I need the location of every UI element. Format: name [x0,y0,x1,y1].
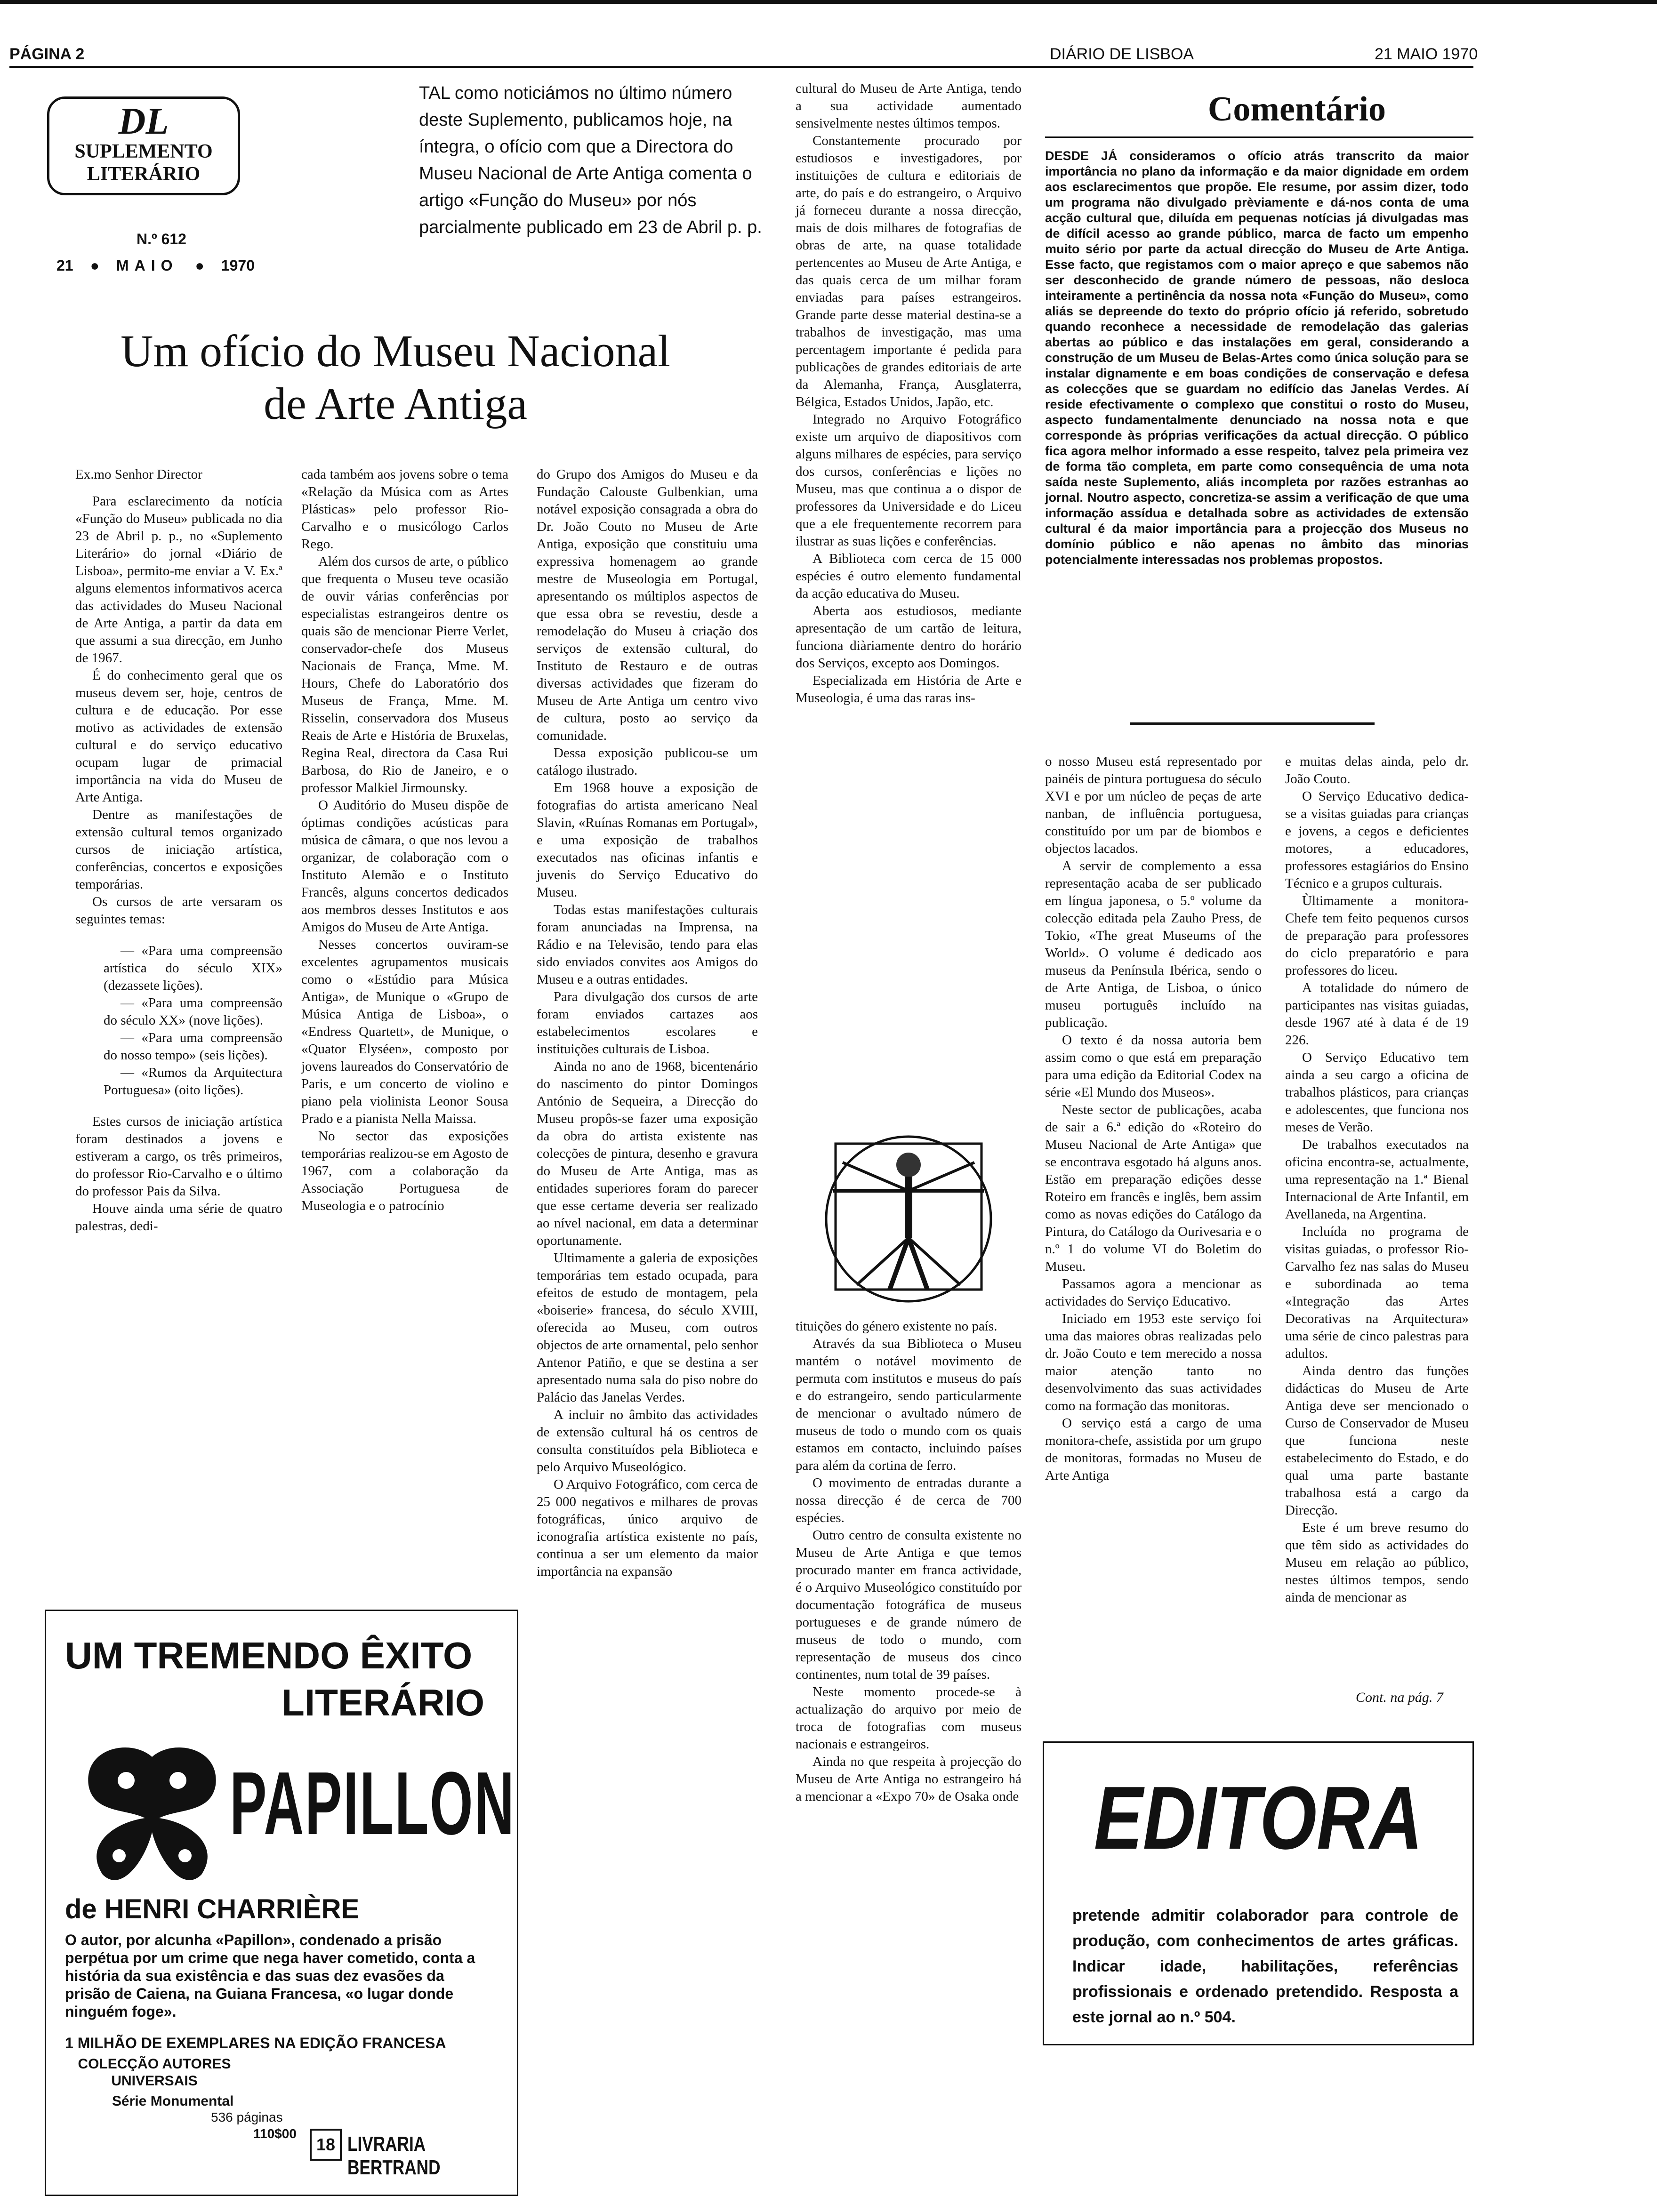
ad-description: O autor, por alcunha «Papillon», condenado a prisão perpétua por um crime que nega haver cometido, conta a história da sua existência e das suas dez evasões da prisão de Caiena, na Guiana Francesa, «o lugar donde ninguém foge». [65,1931,475,2020]
article-column-4-lower [796,1318,1022,1805]
paragraph: A incluir no âmbito das actividades de extensão cultural há os centros de consulta constituídos pela Biblioteca e pelo Arquivo Museológico. [537,1407,758,1475]
paragraph: O movimento de entradas durante a nossa direcção é de cerca de 700 espécies. [796,1475,1022,1525]
paragraph: Neste sector de publicações, acaba de sair a 6.ª edição do «Roteiro do Museu Nacional de Arte Antiga» que se encontrava esgotado há alguns anos. Estão em preparação edições desse Roteiro em francês e inglês, bem assim como as novas edições do Catálogo da Pintura, do Catálogo da Ourivesaria e o n.º 1 do volume VI do Boletim do Museu. [1045,1102,1262,1274]
logo-year: 1970 [221,257,255,274]
ad-headline-1: UM TREMENDO ÊXITO [65,1635,473,1676]
paragraph: Aberta aos estudiosos, mediante apresentação de um cartão de leitura, funciona diàriamente dentro do horário dos Serviços, excepto aos Domingos. [796,603,1022,671]
article-column-2 [301,466,508,1215]
paragraph: Houve ainda uma série de quatro palestras, dedi- [75,1201,282,1234]
supplement-logo [47,96,240,195]
paragraph: Constantemente procurado por estudiosos e investigadores, por instituições de cultura e editoriais de arte, do país e do estrangeiro, o Arquivo já forneceu durante a nossa direcção, mais de dois milhares de fotografias de obras de arte, na quase totalidade pertencentes ao Museu de Arte Antiga, e das quais cerca de um milhar foram enviadas para países estrangeiros. Grande parte desse material destina-se a trabalhos de investigação, mas uma percentagem importante é pedida para publicações de grandes editoriais de arte da Alemanha, França, Ausglaterra, Bélgica, Estados Unidos, Japão, etc. [796,133,1022,409]
ad-price: 110$00 [253,2126,297,2141]
issue-date: 21 MAIO 1970 [1375,45,1478,63]
paragraph: Em 1968 houve a exposição de fotografias do artista americano Neal Slavin, «Ruínas Romanas em Portugal», e uma exposição de trabalhos executados nas oficinas infantis e juvenis do Serviço Educativo do Museu. [537,780,758,900]
paragraph: A servir de complemento a essa representação acaba de ser publicado em língua japonesa, o 5.º volume da colecção editada pela Zauho Press, de Tokio, «The great Museums of the World». O volume é dedicado aos museus da Península Ibérica, sendo o de Arte Antiga, de Lisboa, o único museu português incluído na publicação. [1045,858,1262,1030]
comentario-body: DESDE JÁ consideramos o ofício atrás transcrito da maior importância no plano da informação e da maior dignidade em ordem aos esclarecimentos que propõe. Ele resume, por assim dizer, todo um programa não divulgado prèviamente e dá-nos conta de uma acção cultural que, diluída em pequenas notícias já divulgadas mas de difícil acesso ao grande público, marca de facto um empenho muito sério por parte da actual direcção do Museu de Arte Antiga. Esse facto, que registamos com o maior apreço e que sabemos não ser desconhecido de grande número de pessoas, não desloca inteiramente a pertinência da nossa nota «Função do Museu», como aliás se depreende do texto do próprio ofício já referido, sobretudo quando reconhece a necessidade de remodelação das galerias abertas ao público e das instalações em geral, considerando a construção de um Museu de Belas-Artes como única solução para se instalar dignamente e em boas condições de conservação e defesa as colecções que se guardam no edifício das Janelas Verdes. Aí reside efectivamente o complexo que constitui o rosto do Museu, aspecto fundamentalmente denunciado na nossa nota e que corresponde às próprias verificações da actual direcção. O público fica agora melhor informado a esse respeito, talvez pela primeira vez de forma tão completa, em parte como consequência de uma nota saída neste Suplemento, aliás incompleta por razões estranhas ao jornal. Noutro aspecto, concretiza-se assim a verificação de que uma informação assídua e detalhada sobre as actividades de extensão cultural é da maior importância para a projecção dos Museus no domínio público e não apenas no âmbito das minorias potencialmente interessadas nos problemas propostos. [1045,149,1469,567]
top-border [0,0,1657,4]
ad-headline-2: LITERÁRIO [282,1682,485,1723]
editora-advertisement [1043,1741,1474,2045]
article-column-3 [537,466,758,1580]
paragraph: Os cursos de arte versaram os seguintes temas: [75,894,282,927]
article-column-5 [1045,753,1262,1484]
paragraph: Para divulgação dos cursos de arte foram enviados cartazes aos estabelecimentos escolares e instituições culturais de Lisboa. [537,989,758,1057]
editora-title: EDITORA [1094,1768,1423,1868]
papillon-advertisement [45,1610,518,2196]
paragraph: Iniciado em 1953 este serviço foi uma das maiores obras realizadas pelo dr. João Couto e tem merecido a nossa maior atenção tanto no desenvolvimento das suas actividades como na formação das monitoras. [1045,1311,1262,1413]
paragraph: cultural do Museu de Arte Antiga, tendo a sua actividade aumentado sensivelmente nestes últimos tempos. [796,81,1022,131]
paragraph: Estes cursos de iniciação artística foram destinados a jovens e estiveram a cargo, os três primeiros, do professor Rio-Carvalho e o último do professor Pais da Silva. [75,1114,282,1199]
paragraph: Neste momento procede-se à actualização do arquivo por meio de troca de fotografias com museus nacionais e estrangeiros. [796,1684,1022,1752]
paragraph: o nosso Museu está representado por painéis de pintura portuguesa do século XVI e por um núcleo de peças de arte nanban, de influência portuguesa, constituído por um par de biombos e objectos lacados. [1045,754,1262,856]
paragraph: Passamos agora a mencionar as actividades do Serviço Educativo. [1045,1276,1262,1309]
ad-book-title: PAPILLON [230,1754,515,1853]
headline-line-2: de Arte Antiga [264,378,527,429]
paragraph: De trabalhos executados na oficina encontra-se, actualmente, uma representação na 1.ª Bienal Internacional de Arte Infantil, em Avellaneda, na Argentina. [1285,1137,1469,1222]
paragraph: cada também aos jovens sobre o tema «Relação da Música com as Artes Plásticas» pelo professor Rio-Carvalho e o musicólogo Carlos Rego. [301,467,508,552]
headline-line-1: Um ofício do Museu Nacional [121,326,670,376]
salutation: Ex.mo Senhor Director [75,467,202,482]
paragraph: O texto é da nossa autoria bem assim como o que está em preparação para uma edição da Editorial Codex na série «El Mundo dos Museos». [1045,1033,1262,1100]
vitruvian-man-illustration [814,1120,1003,1308]
list-item: — «Para uma compreensão do século XX» (nove lições). [104,995,282,1028]
logo-line-1: SUPLEMENTO [74,141,213,162]
paragraph: A totalidade do número de participantes nas visitas guiadas, desde 1967 até à data é de 19 226. [1285,980,1469,1048]
paragraph: Incluída no programa de visitas guiadas, o professor Rio-Carvalho fez nas salas do Museu e subordinada ao tema «Integração das Artes Decorativas na Arquitectura» uma série de cinco palestras para adultos. [1285,1224,1469,1361]
logo-date [56,257,255,274]
list-item: — «Para uma compreensão do nosso tempo» (seis lições). [104,1030,282,1063]
paragraph: Dessa exposição publicou-se um catálogo ilustrado. [537,745,758,778]
intro-paragraph: TAL como noticiámos no último número deste Suplemento, publicamos hoje, na íntegra, o ofício com que a Directora do Museu Nacional de Arte Antiga comenta o artigo «Função do Museu» por nós parcialmente publicado em 23 de Abril p. p. [419,83,762,237]
ad-author: de HENRI CHARRIÈRE [65,1894,360,1924]
section-divider [1130,722,1375,725]
article-column-4 [796,80,1022,707]
paragraph: É do conhecimento geral que os museus devem ser, hoje, centros de cultura e de educação. Por esse motivo as actividades de extensão cultural e do serviço educativo ocupam lugar de primacial importância na vida do Museu de Arte Antiga. [75,668,282,805]
header-rule [9,66,1473,68]
paragraph: O Arquivo Fotográfico, com cerca de 25 000 negativos e milhares de provas fotográficas, único arquivo de iconografia artística existente no país, continua a ser um elemento da maior importância na expansão [537,1477,758,1579]
paragraph: O Serviço Educativo tem ainda a seu cargo a oficina de trabalhos plásticos, para crianças e adolescentes, que funciona nos meses de Verão. [1285,1050,1469,1135]
paragraph: Para esclarecimento da notícia «Função do Museu» publicada no dia 23 de Abril p. p., no «Suplemento Literário» do jornal «Diário de Lisboa», permito-me enviar a V. Ex.ª alguns elementos informativos acerca das actividades do Museu Nacional de Arte Antiga, a partir da data em que assumi a sua direcção, em Junho de 1967. [75,494,282,665]
paragraph: e muitas delas ainda, pelo dr. João Couto. [1285,754,1469,786]
newspaper-name: DIÁRIO DE LISBOA [1050,45,1194,63]
bertrand-logo-icon: 18 [310,2129,342,2161]
paragraph: Ùltimamente a monitora-Chefe tem feito pequenos cursos de preparação para professores do ciclo preparatório e para professores do liceu. [1285,893,1469,978]
comentario-title: Comentário [1207,90,1386,128]
article-column-6 [1285,753,1469,1606]
issue-number: N.º 612 [137,231,186,248]
bullet-icon: ● [90,257,99,274]
bullet-icon: ● [195,257,204,274]
paragraph: tituições do género existente no país. [796,1319,997,1334]
article-column-1 [75,466,282,1235]
ad-collection: COLECÇÃO AUTORES UNIVERSAIS [78,2056,231,2089]
paragraph: O Auditório do Museu dispõe de óptimas condições acústicas para música de câmara, o que nos levou a organizar, de colaboração com o Instituto Alemão e o Instituto Francês, alguns concertos dedicados aos membros desses Institutos e aos Amigos do Museu de Arte Antiga. [301,798,508,935]
continued-note: Cont. na pág. 7 [1356,1690,1443,1705]
ad-copies: 1 MILHÃO DE EXEMPLARES NA EDIÇÃO FRANCESA [65,2035,446,2052]
paragraph: do Grupo dos Amigos do Museu e da Fundação Calouste Gulbenkian, uma notável exposição consagrada a obra do Dr. João Couto no Museu de Arte Antiga, exposição que constituiu uma expressiva homenagem ao grande mestre de Museologia em Portugal, apresentando os múltiplos aspectos de que essa obra se revestiu, desde a remodelação do Museu à criação dos serviços de extensão cultural, do Instituto de Restauro e de outras diversas actividades que fizeram do Museu de Arte Antiga um centro vivo de cultura, posto ao serviço da comunidade. [537,467,758,743]
paragraph: A Biblioteca com cerca de 15 000 espécies é outro elemento fundamental da acção educativa do Museu. [796,551,1022,601]
editora-body: pretende admitir colaborador para controle de produção, com conhecimentos de artes gráficas. Indicar idade, habilitações, referências profissionais e ordenado pretendido. Resposta a este jornal ao n.º 504. [1072,1907,1458,2026]
paragraph: Através da sua Biblioteca o Museu mantém o notável movimento de permuta com institutos e museus do país e do estrangeiro, sendo particularmente de mencionar o avultado número de museus de todo o mundo com os quais estamos em contacto, incluindo países para além da cortina de ferro. [796,1336,1022,1473]
paragraph: Este é um breve resumo do que têm sido as actividades do Museu em relação ao público, nestes últimos tempos, sendo ainda de mencionar as [1285,1520,1469,1605]
list-item: — «Para uma compreensão artística do século XIX» (dezassete lições). [104,943,282,993]
logo-month: MAIO [116,257,178,274]
paragraph: Ainda dentro das funções didácticas do Museu de Arte Antiga deve ser mencionado o Curso de Conservador de Museu que funciona neste estabelecimento do Estado, e do qual uma parte bastante trabalhosa está a cargo da Direcção. [1285,1363,1469,1518]
paragraph: O Serviço Educativo dedica-se a visitas guiadas para crianças e jovens, a cegos e deficientes motores, a educadores, professores estagiários do Ensino Técnico e a grupos culturais. [1285,789,1469,891]
paragraph: Ainda no ano de 1968, bicentenário do nascimento do pintor Domingos António de Sequeira, a Direcção do Museu propôs-se fazer uma exposição da obra do artista existente nas colecções de pintura, desenho e gravura do Museu de Arte Antiga, mas as entidades superiores foram do parecer que esse certame deveria ser realizado ao nível nacional, em data a determinar oportunamente. [537,1059,758,1248]
list-item: — «Rumos da Arquitectura Portuguesa» (oito lições). [104,1065,282,1098]
paragraph: Dentre as manifestações de extensão cultural temos organizado cursos de iniciação artística, conferências, concertos e exposições temporárias. [75,807,282,892]
paragraph: Integrado no Arquivo Fotográfico existe um arquivo de diapositivos com alguns milhares de espécies, para serviço dos cursos, conferências e lições no Museu, mas que continua a o dispor de professores da Universidade e do Liceu que a ele frequentemente recorrem para ilustrar as suas lições e conferências. [796,412,1022,549]
paragraph: Além dos cursos de arte, o público que frequenta o Museu teve ocasião de ouvir várias conferências por especialistas estrangeiros dentre os quais são de mencionar Pierre Verlet, conservador-chefe dos Museus Nacionais de França, Mme. M. Hours, Chefe do Laboratório dos Museus de França, Mme. M. Risselin, conservadora dos Museus Reais de Arte e História de Bruxelas, Regina Real, directora da Casa Rui Barbosa, do Rio de Janeiro, e o professor Malkiel Jirmounsky. [301,554,508,795]
paragraph: O serviço está a cargo de uma monitora-chefe, assistida por um grupo de monitoras, formadas no Museu de Arte Antiga [1045,1416,1262,1483]
ad-pages: 536 páginas [211,2110,283,2124]
ad-series: Série Monumental [112,2093,234,2109]
dl-monogram: DL [118,101,169,142]
logo-day: 21 [56,257,73,274]
paragraph: Ultimamente a galeria de exposições temporárias tem estado ocupada, para efeitos de estudo de montagem, pela «boiserie» francesa, do século XVIII, oferecida ao Museu, com outros objectos de arte ornamental, pelo senhor Antenor Patiño, e que se destina a ser apresentado numa sala do piso nobre do Palácio das Janelas Verdes. [537,1250,758,1405]
headline [28,325,763,430]
ad-publisher: LIVRARIA BERTRAND [347,2132,441,2179]
paragraph: Especializada em História de Arte e Museologia, é uma das raras ins- [796,673,1022,705]
paragraph: No sector das exposições temporárias realizou-se em Agosto de 1967, com a colaboração da Associação Portuguesa de Museologia e o patrocínio [301,1129,508,1213]
logo-line-2: LITERÁRIO [87,163,201,185]
page-number: PÁGINA 2 [9,45,85,63]
butterfly-inkblot-image [74,1738,230,1889]
paragraph: Outro centro de consulta existente no Museu de Arte Antiga e que temos procurado manter em franca actividade, é o Arquivo Museológico constituído por documentação fotográfica de museus portugueses e de grande número de museus de todo o mundo, com representação de museus dos cinco continentes, num total de 39 países. [796,1528,1022,1682]
paragraph: Nesses concertos ouviram-se excelentes agrupamentos musicais como o «Estúdio para Música Antiga», de Munique o «Grupo de Música Antiga de Lisboa», o «Endress Quartett», de Munique, o «Quator Elyséen», composto por jovens laureados do Conservatório de Paris, e um concerto de violino e piano pela violinista Leonor Sousa Prado e a pianista Nella Maissa. [301,937,508,1126]
paragraph: Todas estas manifestações culturais foram anunciadas na Imprensa, na Rádio e na Televisão, tendo para elas sido enviados convites aos Amigos do Museu e a outras entidades. [537,902,758,987]
paragraph: Ainda no que respeita à projecção do Museu de Arte Antiga no estrangeiro há a mencionar a «Expo 70» de Osaka onde [796,1754,1022,1804]
comentario-rule [1045,136,1473,138]
